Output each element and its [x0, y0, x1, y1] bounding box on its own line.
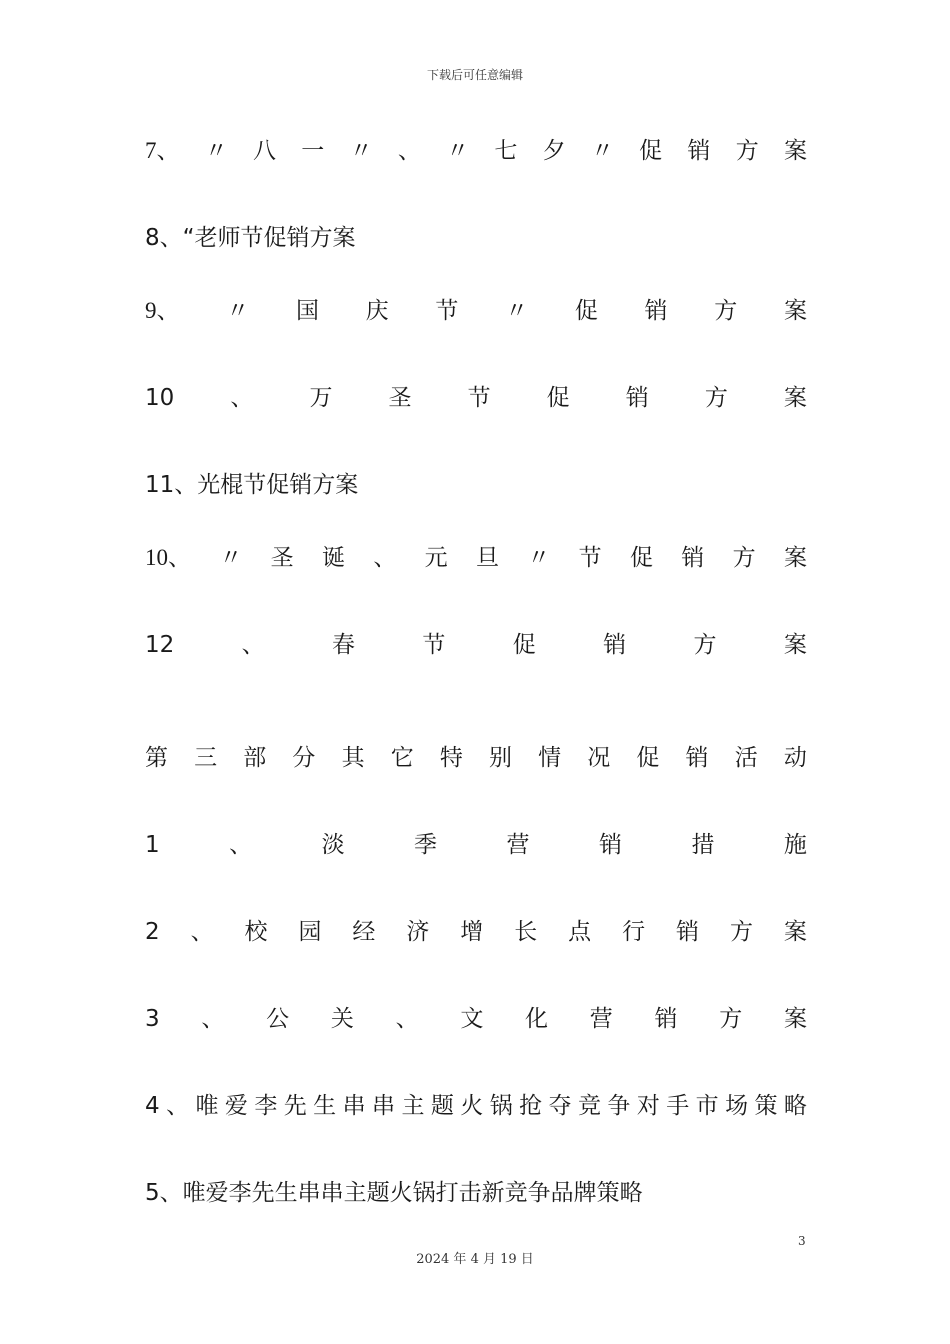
- toc-char: 〃: [349, 138, 373, 164]
- toc-char: 元: [424, 545, 448, 571]
- toc-char: 案: [783, 298, 807, 324]
- toc-char: 生: [313, 1093, 337, 1119]
- toc-char: 分: [292, 745, 316, 771]
- toc-char: 圣: [270, 545, 294, 571]
- toc-char: 〃: [505, 298, 529, 324]
- toc-char: 策: [754, 1093, 778, 1119]
- toc-char: 销: [644, 298, 668, 324]
- toc-char: 长: [514, 919, 538, 945]
- toc-char: 活: [734, 745, 758, 771]
- toc-char: 淡: [321, 832, 345, 858]
- toc-char: 4: [145, 1093, 160, 1119]
- toc-char: 手: [666, 1093, 690, 1119]
- footer-date: 2024 年 4 月 19 日: [416, 1252, 534, 1267]
- toc-char: 方: [735, 138, 759, 164]
- toc-char: 施: [783, 832, 807, 858]
- toc-char: 促: [629, 545, 653, 571]
- toc-char: 园: [298, 919, 322, 945]
- toc-char: 10、: [145, 545, 191, 570]
- toc-char: 夺: [548, 1093, 572, 1119]
- toc-char: 案: [783, 545, 807, 571]
- toc-char: 促: [639, 138, 663, 164]
- toc-char: 略: [783, 1093, 807, 1119]
- toc-char: 1: [145, 832, 160, 858]
- toc-char: 一: [301, 138, 325, 164]
- toc-char: 夕: [542, 138, 566, 164]
- toc-char: 案: [783, 385, 807, 411]
- toc-char: 销: [603, 632, 627, 658]
- toc-char: 锅: [489, 1093, 513, 1119]
- toc-line-1: [145, 136, 807, 166]
- toc-char: 〃: [204, 138, 228, 164]
- toc-line-9: [145, 830, 807, 860]
- toc-char: 济: [406, 919, 430, 945]
- toc-line-12: [145, 1091, 807, 1121]
- toc-char: 、: [201, 1006, 225, 1032]
- toc-char: 国: [295, 298, 319, 324]
- toc-char: 方: [729, 919, 753, 945]
- toc-char: 特: [439, 745, 463, 771]
- toc-char: 销: [654, 1006, 678, 1032]
- toc-char: 部: [243, 745, 267, 771]
- toc-char: 万: [309, 385, 333, 411]
- toc-line-4: [145, 383, 807, 413]
- toc-line-7: [145, 630, 807, 660]
- toc-char: 、: [395, 1006, 419, 1032]
- toc-char: 7、: [145, 138, 180, 163]
- toc-char: 场: [725, 1093, 749, 1119]
- toc-char: 〃: [590, 138, 614, 164]
- toc-char: 先: [283, 1093, 307, 1119]
- toc-char: 方: [704, 385, 728, 411]
- toc-char: 〃: [446, 138, 470, 164]
- toc-line-13: 5、唯爱李先生串串主题火锅打击新竞争品牌策略: [145, 1180, 643, 1206]
- toc-char: 旦: [475, 545, 499, 571]
- toc-char: 促: [574, 298, 598, 324]
- toc-char: 串: [342, 1093, 366, 1119]
- toc-char: 节: [467, 385, 491, 411]
- toc-char: 主: [401, 1093, 425, 1119]
- toc-char: 促: [546, 385, 570, 411]
- toc-char: 爱: [224, 1093, 248, 1119]
- toc-char: 三: [194, 745, 218, 771]
- toc-char: 动: [783, 745, 807, 771]
- toc-char: 节: [435, 298, 459, 324]
- toc-char: 校: [244, 919, 268, 945]
- toc-char: 火: [460, 1093, 484, 1119]
- toc-char: 方: [719, 1006, 743, 1032]
- toc-char: 行: [622, 919, 646, 945]
- toc-char: 、: [190, 919, 214, 945]
- toc-char: 市: [695, 1093, 719, 1119]
- toc-char: 、: [397, 138, 421, 164]
- toc-char: 、: [229, 832, 253, 858]
- toc-char: 、: [373, 545, 397, 571]
- toc-char: 春: [332, 632, 356, 658]
- toc-char: 竞: [577, 1093, 601, 1119]
- toc-char: 10: [145, 385, 175, 411]
- toc-char: 、: [241, 632, 265, 658]
- toc-line-2: 8、“老师节促销方案: [145, 225, 356, 251]
- toc-char: 题: [430, 1093, 454, 1119]
- toc-line-6: [145, 543, 807, 573]
- toc-char: 案: [783, 138, 807, 164]
- toc-char: 化: [525, 1006, 549, 1032]
- toc-char: 销: [687, 138, 711, 164]
- page-header: 下载后可任意编辑: [426, 68, 523, 82]
- toc-char: 况: [587, 745, 611, 771]
- toc-char: 销: [598, 832, 622, 858]
- toc-char: 营: [506, 832, 530, 858]
- toc-char: 经: [352, 919, 376, 945]
- toc-char: 案: [783, 919, 807, 945]
- toc-char: 八: [253, 138, 277, 164]
- toc-char: 方: [693, 632, 717, 658]
- toc-char: 七: [494, 138, 518, 164]
- toc-char: 案: [783, 1006, 807, 1032]
- toc-line-3: [145, 296, 807, 326]
- toc-line-5: 11、光棍节促销方案: [145, 472, 359, 498]
- toc-char: 销: [676, 919, 700, 945]
- toc-char: 、: [230, 385, 254, 411]
- toc-char: 2: [145, 919, 160, 945]
- toc-char: 销: [685, 745, 709, 771]
- section-heading: [145, 743, 807, 773]
- toc-char: 销: [681, 545, 705, 571]
- toc-char: 〃: [226, 298, 250, 324]
- toc-char: 公: [266, 1006, 290, 1032]
- toc-char: 9、: [145, 298, 180, 323]
- toc-char: 3: [145, 1006, 160, 1032]
- toc-char: 促: [512, 632, 536, 658]
- toc-char: 销: [625, 385, 649, 411]
- toc-line-11: [145, 1004, 807, 1034]
- toc-char: 别: [488, 745, 512, 771]
- toc-char: 李: [254, 1093, 278, 1119]
- toc-char: 唯: [195, 1093, 219, 1119]
- toc-char: 促: [636, 745, 660, 771]
- toc-char: 季: [414, 832, 438, 858]
- toc-char: 点: [568, 919, 592, 945]
- toc-char: 方: [714, 298, 738, 324]
- toc-char: 、: [166, 1093, 190, 1119]
- toc-char: 营: [589, 1006, 613, 1032]
- toc-char: 〃: [219, 545, 243, 571]
- toc-char: 抢: [519, 1093, 543, 1119]
- toc-char: 争: [607, 1093, 631, 1119]
- toc-char: 诞: [321, 545, 345, 571]
- toc-char: 情: [538, 745, 562, 771]
- toc-char: 措: [691, 832, 715, 858]
- toc-char: 关: [330, 1006, 354, 1032]
- toc-char: 它: [390, 745, 414, 771]
- toc-char: 节: [422, 632, 446, 658]
- toc-char: 方: [732, 545, 756, 571]
- toc-char: 12: [145, 632, 175, 658]
- toc-char: 其: [341, 745, 365, 771]
- toc-char: 串: [372, 1093, 396, 1119]
- toc-line-10: [145, 917, 807, 947]
- toc-char: 〃: [527, 545, 551, 571]
- toc-char: 案: [783, 632, 807, 658]
- toc-char: 第: [145, 745, 168, 771]
- page-number: 3: [798, 1234, 806, 1248]
- toc-char: 增: [460, 919, 484, 945]
- toc-char: 节: [578, 545, 602, 571]
- toc-char: 文: [460, 1006, 484, 1032]
- toc-char: 对: [636, 1093, 660, 1119]
- toc-char: 庆: [365, 298, 389, 324]
- toc-char: 圣: [388, 385, 412, 411]
